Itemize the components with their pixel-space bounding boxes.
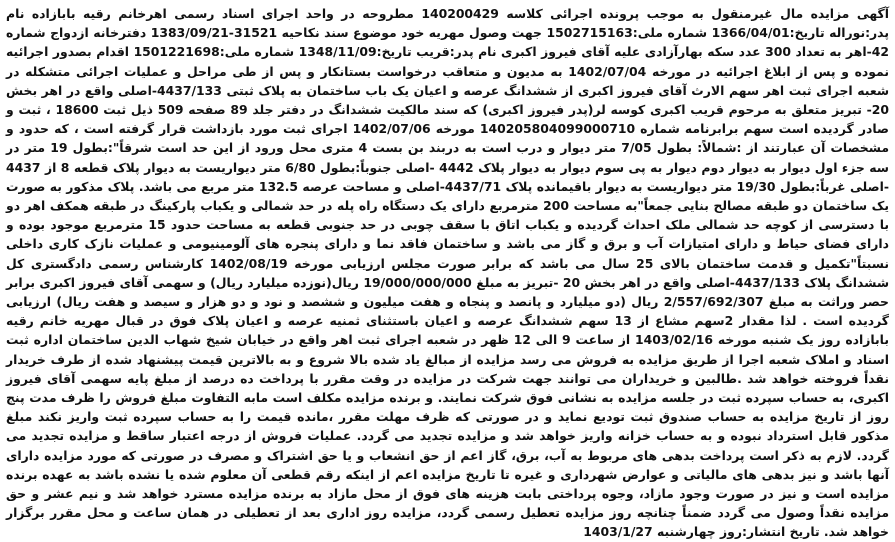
- auction-notice-text: آگهی مزایده مال غیرمنقول به موجب پرونده اجرائی کلاسه 140200429 مطروحه در واحد اجرای اسناد رسمی اهرخانم رقیه بابازاده نام پدر:نوراله تاریخ:1366/04/01 شماره ملی:1502715163 جهت وصول مهریه خود موضوع سند نکاحیه 31521-1383/09/21 دفترخانه ازدواج شماره 42-اهر به تعداد 300 عدد سکه بهارآزادی علیه آقای فیروز اکبری نام پدر:قریب تاریخ:1348/11/09 شماره ملی:1501221698 اقدام بصدور اجرائیه نموده و پس از ابلاغ اجرائیه در مورخه 1402/07/04 به مدیون و متعاقب درخواست بستانکار و پس از طی مراحل و عملیات اجرائی متشکله در شعبه اجرای ثبت اهر سهم الارث آقای فیروز اکبری از ششدانگ عرصه و اعیان یک باب ساختمان به پلاک ثبتی 4437/133-اصلی واقع در اهر بخش 20- تبریز متعلق به مرحوم قریب اکبری کوسه لر(پدر فیروز اکبری) که سند مالکیت ششدانگ در دفتر جلد 89 صفحه 509 ذیل ثبت 18600 ، ثبت و صادر گردیده است سهم برابرنامه شماره 140205804099000710 مورخه 1402/07/06 اجرای ثبت مورد بازداشت قرار گرفته است ، که حدود و مشخصات آن عبارتند از :شمالاً: بطول 7/05 متر دیوار و درب است به دربند بن بست 4 متری محل ورود از این حد است شرقاً":بطول 19 متر در سه جزء اول دیوار به دیوار دوم دیوار به پی سوم دیوار به دیوار پلاک 4442 -اصلی جنوباً:بطول 6/80 متر دیواریست به دیوار پلاک قطعه 8 از 4437 -اصلی غرباً:بطول 19/30 متر دیواریست به دیوار باقیمانده پلاک 4437/71-اصلی و مساحت عرصه 132.5 متر مربع می باشد. پلاک مذکور به صورت یک ساختمان دو طبقه مصالح بنایی جمعاً"به مساحت 200 مترمربع دارای یک دستگاه راه پله در حد شمالی و یکباب پارکینگ در طبقه همکف اهر دو با دسترسی از کوچه حد شمالی ملک احداث گردیده و یکباب اتاق با سقف چوبی در حد جنوبی قطعه به مساحت حدود 15 مترمربع موجود بوده و دارای فضای حیاط و دارای امتیازات آب و برق و گاز می باشد و ساختمان فاقد نما و دارای پنجره های آلومینیومی و عملیات نازک کاری داخلی نسبتاً"تکمیل و قدمت ساختمان بالای 25 سال می باشد که برابر صورت مجلس ارزیابی مورخه 1402/08/19 کارشناس رسمی دادگستری کل ششدانگ پلاک 4437/133-اصلی واقع در اهر بخش 20 -تبریز به مبلغ 19/000/000/000 ریال(نوزده میلیارد ریال) و سهمی آقای فیروز اکبری برابر حصر وراثت به مبلغ 2/557/692/307 ریال (دو میلیارد و پانصد و پنجاه و هفت میلیون و ششصد و نود و دو هزار و سیصد و هفت ریال) ارزیابی گردیده است . لذا مقدار 2سهم مشاع از 13 سهم ششدانگ عرصه و اعیان باستثنای ثمنیه عرصه و اعیان پلاک فوق در قبال مهریه خانم رقیه بابازاده روز یک شنبه مورخه 1403/02/16 از ساعت 9 الی 12 ظهر در شعبه اجرای ثبت اهر واقع در خیابان شیخ شهاب الدین ساختمان اداره ثبت اسناد و املاک شعبه اجرا از طریق مزایده به فروش می رسد مزایده از مبالغ یاد شده بالا شروع و به بالاترین قیمت پیشنهاد شده از طرف خریدار نقداً فروخته خواهد شد .طالبین و خریداران می توانند جهت شرکت در مزایده در وقت مقرر با پرداخت ده درصد از مبلغ پایه سهمی آقای فیروز اکبری، به حساب سپرده ثبت در جلسه مزایده به نشانی فوق شرکت نمایند. و برنده مزایده مکلف است مابه التفاوت مبلغ فروش را ظرف مدت پنج روز از تاریخ مزایده به حساب صندوق ثبت تودیع نماید و در صورتی که ظرف مهلت مقرر ،مانده قیمت را به حساب سپرده ثبت واریز نکند مبلغ مذکور قابل استرداد نبوده و به حساب خزانه واریز خواهد شد و مزایده تجدید می گردد. عملیات فروش از درجه اعتبار ساقط و مزایده تجدید می گردد. لازم به ذکر است پرداخت بدهی های مربوط به آب، برق، گاز اعم از حق انشعاب و یا حق اشتراک و مصرف در صورتی که مورد مزایده دارای آنها باشد و نیز بدهی های مالیاتی و عوارض شهرداری و غیره تا تاریخ مزایده اعم از اینکه رقم قطعی آن معلوم شده یا نشده باشد به عهده برنده مزایده است و نیز در صورت وجود مازاد، وجوه پرداختی بابت هزینه های فوق از محل مازاد به برنده مزایده مسترد خواهد شد و نیم عشر و حق مزایده نقداً وصول می گردد ضمناً چنانچه روز مزایده تعطیل رسمی گردد، مزایده روز اداری بعد از تعطیلی در همان ساعت و محل مقرر برگزار خواهد شد. تاریخ انتشار:روز چهارشنبه 1403/1/27: [6, 6, 890, 540]
